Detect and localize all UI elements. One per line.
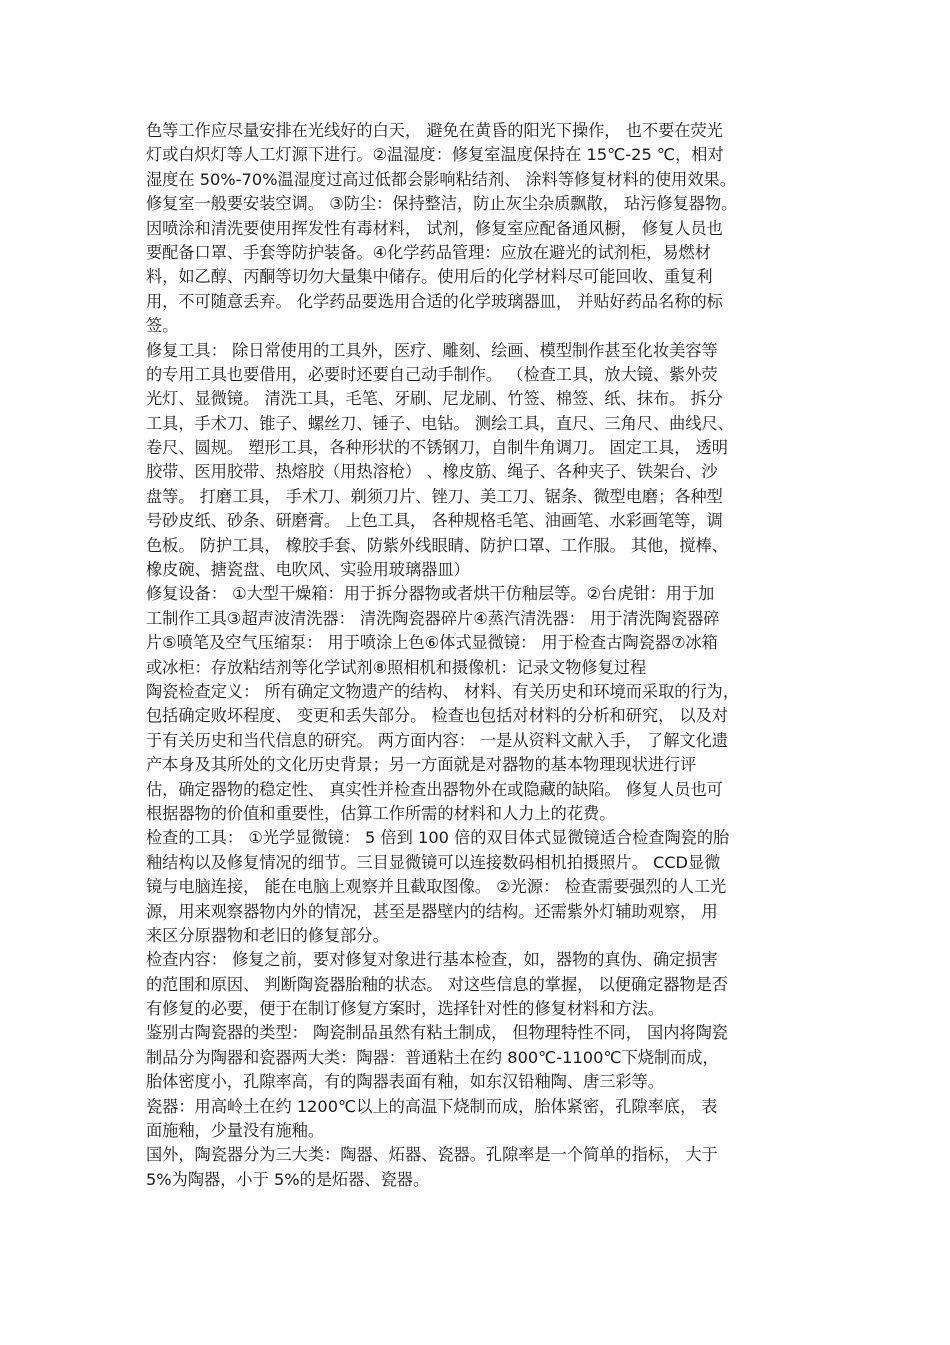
section-heading-ceramic-types: 鉴别古陶瓷器的类型： 陶瓷制品虽然有粘土制成， 但物理特性不同， 国内将陶瓷 — [146, 1023, 728, 1043]
text-line: 包括确定败坏程度、 变更和丢失部分。 检查也包括对材料的分析和研究， 以及对 — [146, 706, 728, 726]
text-line: 产本身及其所处的文化历史背景；另一方面就是对器物的基本物理现状进行评 — [146, 755, 697, 775]
text-line: 橡皮碗、搪瓷盘、电吹风、实验用玻璃器皿） — [146, 560, 470, 580]
text-line: 工具，手术刀、锥子、螺丝刀、锤子、电钻。 测绘工具，直尺、三角尺、曲线尺、 — [146, 413, 734, 433]
section-heading-inspection-content: 检查内容： 修复之前，要对修复对象进行基本检查，如，器物的真伪、确定损害 — [146, 950, 718, 970]
text-line: 卷尺、圆规。 塑形工具，各种形状的不锈钢刀，自制牛角调刀。 固定工具， 透明 — [146, 438, 728, 458]
section-heading-inspection-tools: 检查的工具： ①光学显微镜： 5 倍到 100 倍的双目体式显微镜适合检查陶瓷的胎 — [146, 828, 730, 848]
text-line: 色等工作应尽量安排在光线好的白天， 避免在黄昏的阳光下操作， 也不要在荧光 — [146, 121, 723, 140]
text-line: 工制作工具③超声波清洗器： 清洗陶瓷器碎片④蒸汽清洗器： 用于清洗陶瓷器碎 — [146, 608, 720, 628]
text-line: 于有关历史和当代信息的研究。 两方面内容： 一是从资料文献入手， 了解文化遗 — [146, 730, 728, 750]
text-line: 片⑤喷笔及空气压缩泵： 用于喷涂上色⑥体式显微镜： 用于检查古陶瓷器⑦冰箱 — [146, 633, 718, 653]
text-line: 估，确定器物的稳定性、 真实性并检查出器物外在或隐藏的缺陷。 修复人员也可 — [146, 779, 723, 799]
text-line: 釉结构以及修复情况的细节。三目显微镜可以连接数码相机拍摄照片。 CCD显微 — [146, 852, 721, 872]
text-line: 修复室一般要安装空调。 ③防尘：保持整洁，防止灰尘杂质飘散， 玷污修复器物。 — [146, 194, 738, 214]
text-line: 有修复的必要，便于在制订修复方案时，选择针对性的修复材料和方法。 — [146, 999, 664, 1019]
text-line: 5%为陶器，小于 5%的是炻器、瓷器。 — [146, 1169, 430, 1189]
text-line: 光灯、显微镜。 清洗工具，毛笔、牙刷、尼龙刷、竹签、棉签、纸、抹布。 拆分 — [146, 389, 723, 409]
text-line: 源，用来观察器物内外的情况，甚至是器壁内的结构。还需紫外灯辅助观察， 用 — [146, 901, 718, 921]
text-line: 胎体密度小，孔隙率高，有的陶器表面有釉，如东汉铅釉陶、唐三彩等。 — [146, 1072, 664, 1092]
text-line: 镜与电脑连接， 能在电脑上观察并且截取图像。 ②光源： 检查需要强烈的人工光 — [146, 877, 727, 897]
text-line: 根据器物的价值和重要性，估算工作所需的材料和人力上的花费。 — [146, 803, 616, 823]
text-line: 来区分原器物和老旧的修复部分。 — [146, 925, 389, 945]
text-line: 盘等。 打磨工具， 手术刀、剃须刀片、锉刀、美工刀、锯条、微型电磨；各种型 — [146, 486, 723, 506]
text-line: 国外，陶瓷器分为三大类：陶器、炻器、瓷器。孔隙率是一个简单的指标， 大于 — [146, 1145, 718, 1165]
text-line: 湿度在 50%-70%温湿度过高过低都会影响粘结剂、 涂料等修复材料的使用效果。 — [146, 169, 736, 189]
text-line: 灯或白炽灯等人工灯源下进行。②温湿度：修复室温度保持在 15℃-25 ℃，相对 — [146, 145, 724, 165]
body-text — [146, 119, 811, 1192]
text-line: 瓷器：用高岭土在约 1200℃以上的高温下烧制而成，胎体紧密，孔隙率底， 表 — [146, 1096, 718, 1116]
text-line: 要配备口罩、手套等防护装备。④化学药品管理：应放在避光的试剂柜，易燃材 — [146, 242, 711, 262]
text-line: 色板。 防护工具， 橡胶手套、防紫外线眼睛、防护口罩、工作服。 其他，搅棒、 — [146, 535, 728, 555]
text-line: 因喷涂和清洗要使用挥发性有毒材料， 试剂，修复室应配备通风橱， 修复人员也 — [146, 218, 723, 238]
section-heading-repair-equipment: 修复设备： ①大型干燥箱：用于拆分器物或者烘干仿釉层等。②台虎钳：用于加 — [146, 584, 715, 604]
text-line: 的专用工具也要借用，必要时还要自己动手制作。 （检查工具，放大镜、紫外荧 — [146, 364, 718, 384]
text-line: 号砂皮纸、砂条、研磨膏。 上色工具， 各种规格毛笔、油画笔、水彩画笔等，调 — [146, 511, 723, 531]
text-line: 制品分为陶器和瓷器两大类：陶器：普通粘土在约 800℃-1100℃下烧制而成， — [146, 1047, 719, 1067]
text-line: 料，如乙醇、丙酮等切勿大量集中储存。使用后的化学材料尽可能回收、重复利 — [146, 267, 713, 287]
section-heading-inspection-definition: 陶瓷检查定义： 所有确定文物遗产的结构、 材料、有关历史和环境而采取的行为， — [146, 681, 740, 701]
text-line: 签。 — [146, 316, 179, 336]
text-line: 用，不可随意丢弃。 化学药品要选用合适的化学玻璃器皿， 并贴好药品名称的标 — [146, 291, 723, 311]
text-line: 的范围和原因、 判断陶瓷器胎釉的状态。 对这些信息的掌握， 以便确定器物是否 — [146, 974, 728, 994]
text-line: 面施釉，少量没有施釉。 — [146, 1121, 325, 1141]
text-line: 或冰柜：存放粘结剂等化学试剂⑧照相机和摄像机：记录文物修复过程 — [146, 657, 647, 677]
section-heading-repair-tools: 修复工具： 除日常使用的工具外，医疗、雕刻、绘画、模型制作甚至化妆美容等 — [146, 340, 718, 360]
text-line: 胶带、医用胶带、热熔胶（用热溶枪） 、橡皮筋、绳子、各种夹子、铁架台、沙 — [146, 462, 718, 482]
